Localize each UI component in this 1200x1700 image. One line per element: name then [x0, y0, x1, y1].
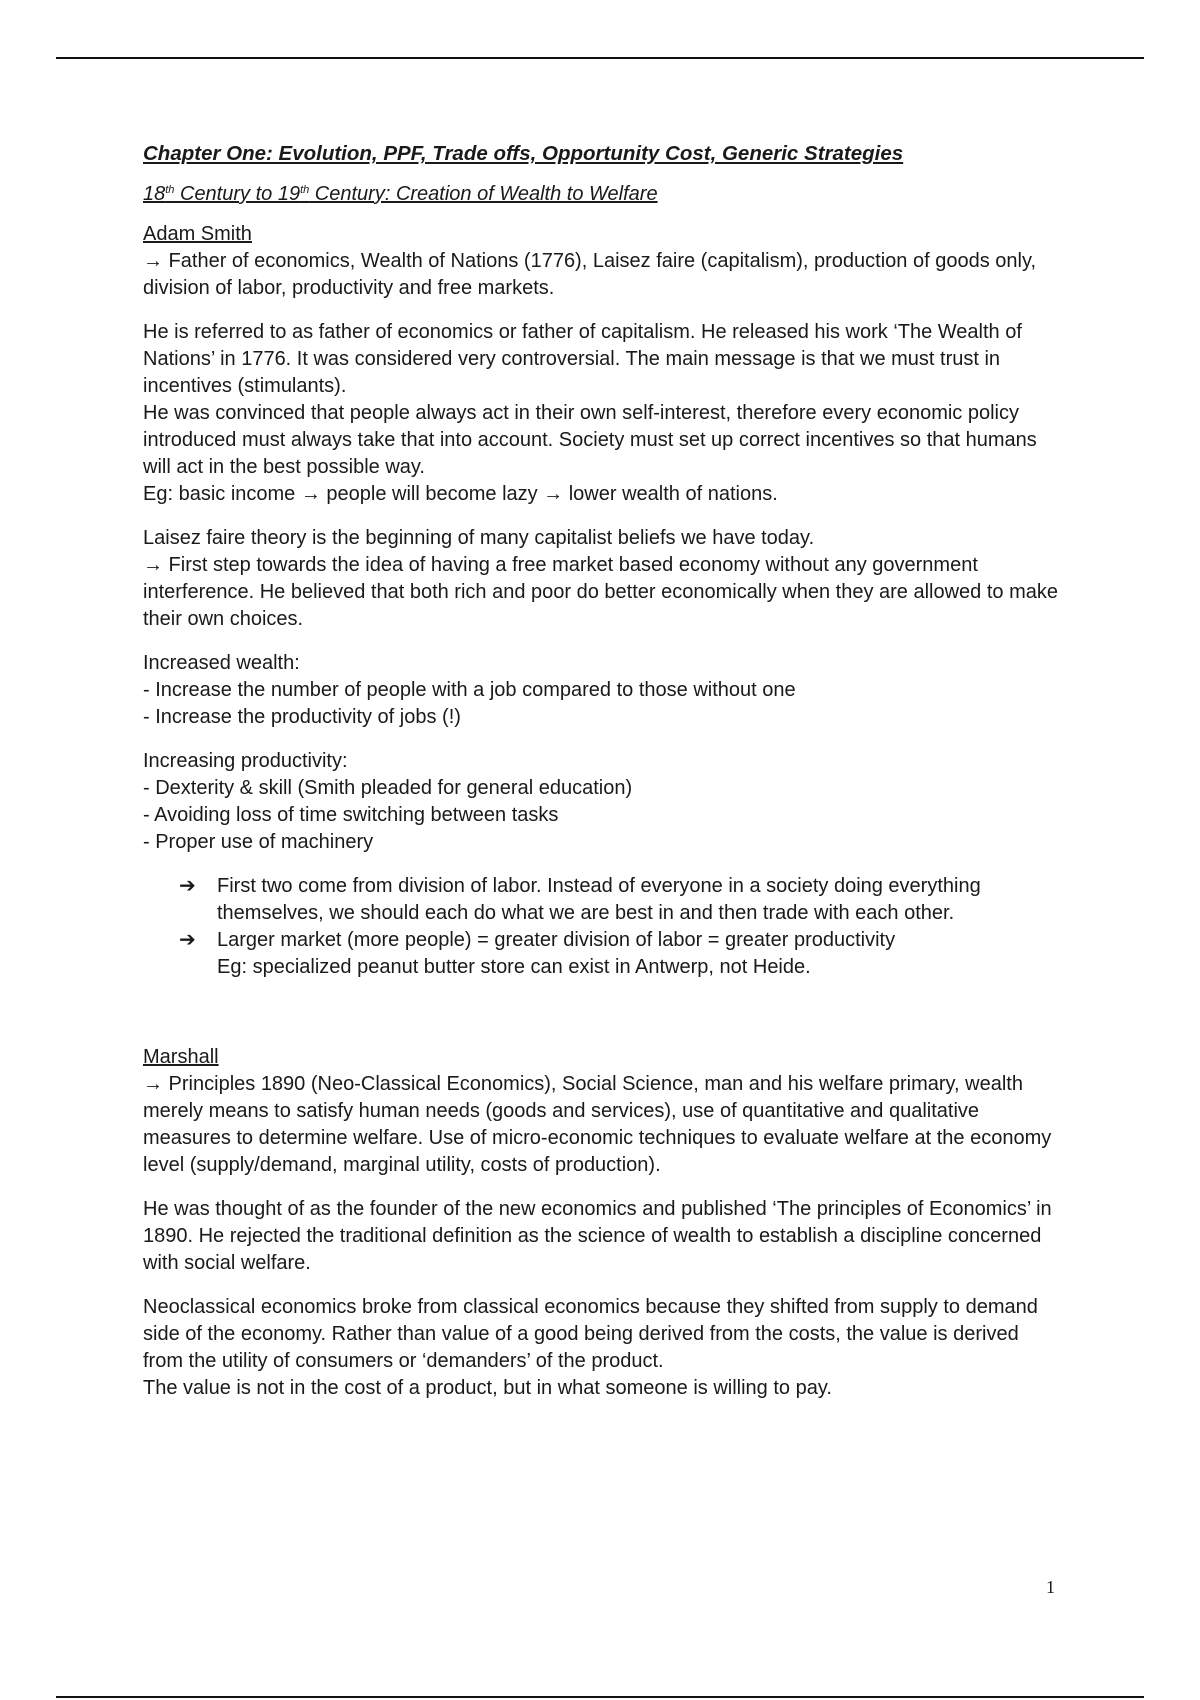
bullet-text: Larger market (more people) = greater division of labor = greater productivity	[217, 929, 896, 951]
marshall-heading: Marshall	[143, 1046, 219, 1068]
era-title	[143, 181, 1063, 208]
smith-paragraph-1a: He is referred to as father of economics or father of capitalism. He released his work ‘The Wealth of Nations’ in 1776. It was considered very controversial. The main message is that we must trust in incentives (stimulants).	[143, 321, 1022, 397]
list-item: - Proper use of machinery	[143, 831, 374, 853]
arrow-bullet-icon: ➔	[179, 875, 196, 897]
list-item: - Avoiding loss of time switching between tasks	[143, 804, 559, 826]
era-title-sup-1: th	[165, 184, 175, 196]
era-title-middle: Century to 19	[174, 183, 301, 205]
smith-summary: Father of economics, Wealth of Nations (1776), Laisez faire (capitalism), production of goods only, division of labor, productivity and free markets.	[143, 250, 1037, 299]
section-spacer	[143, 998, 1063, 1044]
footer-rule	[56, 1696, 1144, 1698]
smith-paragraph-1	[143, 319, 1063, 508]
arrow-bullet-list	[143, 873, 1063, 981]
header-rule	[56, 57, 1144, 59]
list-item: - Increase the number of people with a job compared to those without one	[143, 679, 796, 701]
chapter-title: Chapter One: Evolution, PPF, Trade offs, Opportunity Cost, Generic Strategies	[143, 142, 904, 165]
marshall-paragraph-1: He was thought of as the founder of the new economics and published ‘The principles of Economics’ in 1890. He rejected the traditional definition as the science of wealth to establish a discipline concerned with social welfare.	[143, 1198, 1052, 1274]
era-title-prefix: 18	[143, 183, 166, 205]
marshall-paragraph-2b: The value is not in the cost of a product, but in what someone is willing to pay.	[143, 1377, 832, 1399]
era-title-sup-2: th	[300, 184, 310, 196]
list-item: - Dexterity & skill (Smith pleaded for general education)	[143, 777, 633, 799]
smith-summary-block	[143, 221, 1063, 302]
smith-paragraph-2b: → First step towards the idea of having a free market based economy without any government interference. He believed that both rich and poor do better economically when they are allowed to make their own choices.	[143, 554, 1058, 630]
wealth-heading: Increased wealth:	[143, 652, 300, 674]
page-number: 1	[1046, 1577, 1055, 1597]
productivity-list	[143, 748, 1063, 856]
document-body	[143, 140, 1063, 1419]
marshall-summary: Principles 1890 (Neo-Classical Economics), Social Science, man and his welfare primary, wealth merely means to satisfy human needs (goods and services), use of quantitative and qualitative measures to determine welfare. Use of micro-economic techniques to evaluate welfare at the economy level (supply/demand, marginal utility, costs of production).	[143, 1073, 1052, 1176]
era-title-suffix: Century: Creation of Wealth to Welfare	[309, 183, 658, 205]
marshall-paragraph-2a: Neoclassical economics broke from classical economics because they shifted from supply to demand side of the economy. Rather than value of a good being derived from the costs, the value is derived from the utility of consumers or ‘demanders’ of the product.	[143, 1296, 1038, 1372]
list-item: - Increase the productivity of jobs (!)	[143, 706, 461, 728]
smith-paragraph-1c: Eg: basic income → people will become lazy → lower wealth of nations.	[143, 483, 778, 505]
arrow-icon: →	[143, 1073, 163, 1095]
wealth-list	[143, 650, 1063, 731]
smith-paragraph-2	[143, 525, 1063, 633]
bullet-text: First two come from division of labor. Instead of everyone in a society doing everything themselves, we should each do what we are best in and then trade with each other.	[217, 875, 981, 924]
bullet-item	[179, 873, 1063, 927]
arrow-bullet-icon: ➔	[179, 929, 196, 951]
marshall-summary-block	[143, 1044, 1063, 1179]
bullet-item	[179, 927, 1063, 981]
bullet-subtext: Eg: specialized peanut butter store can exist in Antwerp, not Heide.	[217, 956, 811, 978]
arrow-icon: →	[143, 250, 163, 272]
productivity-heading: Increasing productivity:	[143, 750, 348, 772]
marshall-paragraph-2	[143, 1294, 1063, 1402]
smith-paragraph-1b: He was convinced that people always act in their own self-interest, therefore every economic policy introduced must always take that into account. Society must set up correct incentives so that humans will act in the best possible way.	[143, 402, 1037, 478]
smith-paragraph-2a: Laisez faire theory is the beginning of many capitalist beliefs we have today.	[143, 527, 815, 549]
smith-heading: Adam Smith	[143, 223, 252, 245]
